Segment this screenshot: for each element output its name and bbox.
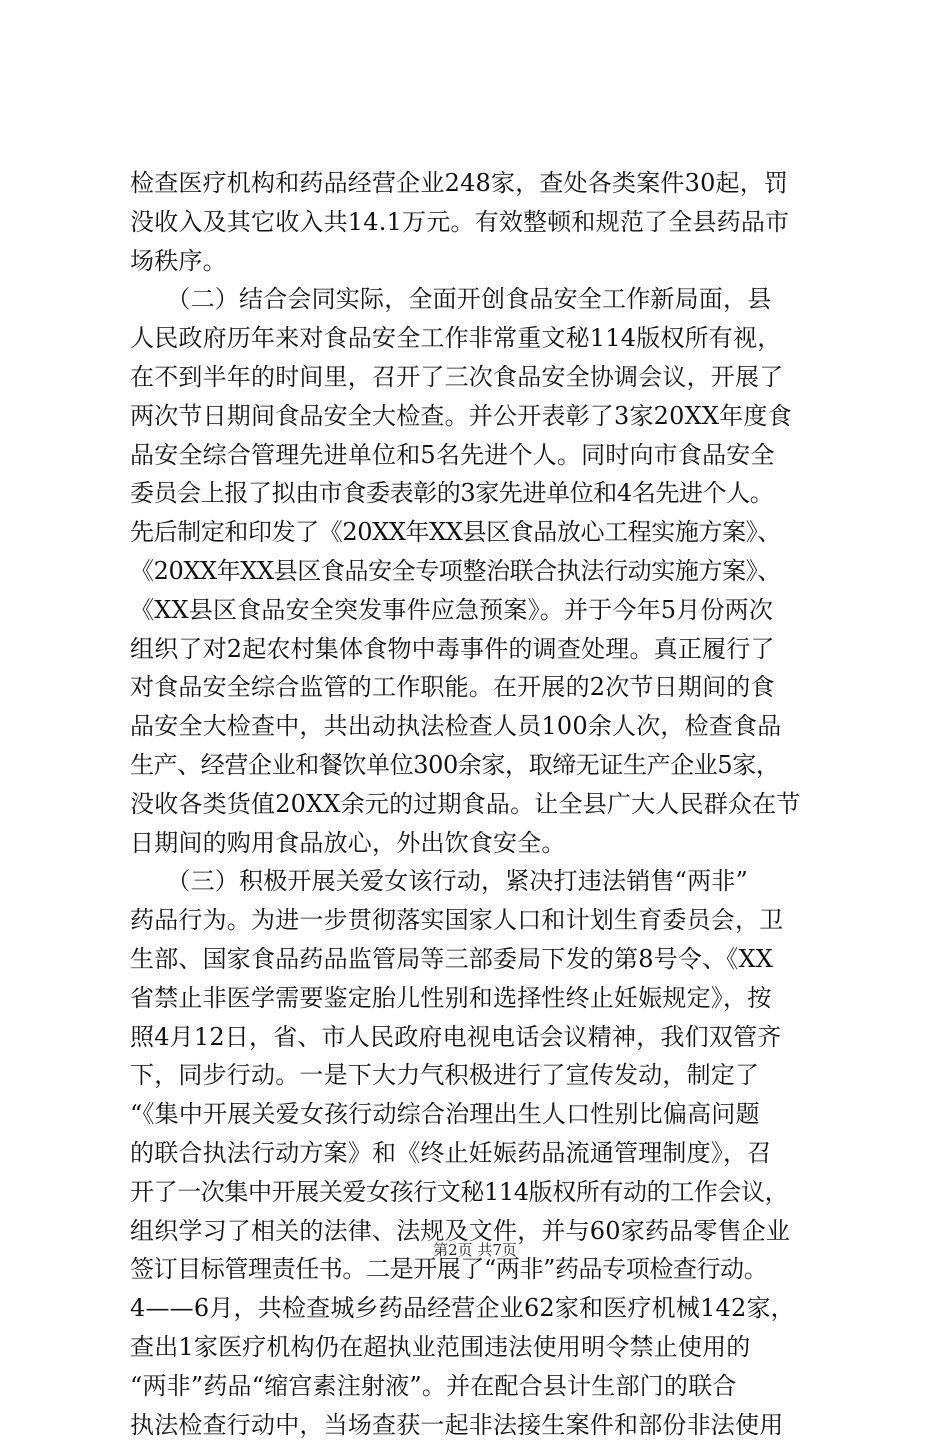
- text-line: 场秩序。: [130, 242, 855, 281]
- text-line: 签订目标管理责任书。二是开展了“两非”药品专项检查行动。: [130, 1250, 855, 1289]
- text-line: 委员会上报了拟由市食委表彰的3家先进单位和4名先进个人。: [130, 474, 855, 513]
- text-line: 品安全综合管理先进单位和5名先进个人。同时向市食品安全: [130, 436, 855, 475]
- text-line: （二）结合会同实际，全面开创食品安全工作新局面，县: [130, 280, 855, 319]
- text-line: 开了一次集中开展关爱女孩行文秘114版权所有动的工作会议，: [130, 1173, 855, 1212]
- text-line: 省禁止非医学需要鉴定胎儿性别和选择性终止妊娠规定》，按: [130, 979, 855, 1018]
- text-line: 生部、国家食品药品监管局等三部委局下发的第8号令、《XX: [130, 940, 855, 979]
- text-line: 先后制定和印发了《20XX年XX县区食品放心工程实施方案》、: [130, 513, 855, 552]
- text-line: 药品行为。为进一步贯彻落实国家人口和计划生育委员会，卫: [130, 901, 855, 940]
- text-line: （三）积极开展关爱女该行动，紧决打违法销售“两非”: [130, 862, 855, 901]
- page-number-footer: 第2页 共7页: [0, 1240, 950, 1260]
- text-line: 4——6月，共检查城乡药品经营企业62家和医疗机械142家，: [130, 1289, 855, 1328]
- text-line: 组织学习了相关的法律、法规及文件，并与60家药品零售企业: [130, 1212, 855, 1251]
- text-line: 对食品安全综合监管的工作职能。在开展的2次节日期间的食: [130, 668, 855, 707]
- text-line: 品安全大检查中，共出动执法检查人员100余人次，检查食品: [130, 707, 855, 746]
- text-line: 生产、经营企业和餐饮单位300余家，取缔无证生产企业5家，: [130, 746, 855, 785]
- text-line: 照4月12日，省、市人民政府电视电话会议精神，我们双管齐: [130, 1018, 855, 1057]
- text-line: 两次节日期间食品安全大检查。并公开表彰了3家20XX年度食: [130, 397, 855, 436]
- text-line: 下，同步行动。一是下大力气积极进行了宣传发动，制定了: [130, 1056, 855, 1095]
- text-line: 人民政府历年来对食品安全工作非常重文秘114版权所有视，: [130, 319, 855, 358]
- text-line: 《20XX年XX县区食品安全专项整治联合执法行动实施方案》、: [130, 552, 855, 591]
- text-line: “《集中开展关爱女孩行动综合治理出生人口性别比偏高问题: [130, 1095, 855, 1134]
- text-line: 执法检查行动中，当场查获一起非法接生案件和部份非法使用: [130, 1406, 855, 1444]
- text-line: 日期间的购用食品放心，外出饮食安全。: [130, 824, 855, 863]
- text-line: 《XX县区食品安全突发事件应急预案》。并于今年5月份两次: [130, 591, 855, 630]
- text-line: 没收入及其它收入共14.1万元。有效整顿和规范了全县药品市: [130, 203, 855, 242]
- text-line: 查出1家医疗机构仍在超执业范围违法使用明令禁止使用的: [130, 1328, 855, 1367]
- text-line: 检查医疗机构和药品经营企业248家，查处各类案件30起，罚: [130, 164, 855, 203]
- text-line: 组织了对2起农村集体食物中毒事件的调查处理。真正履行了: [130, 630, 855, 669]
- text-line: 的联合执法行动方案》和《终止妊娠药品流通管理制度》，召: [130, 1134, 855, 1173]
- text-line: “两非”药品“缩宫素注射液”。并在配合县计生部门的联合: [130, 1367, 855, 1406]
- text-line: 在不到半年的时间里，召开了三次食品安全协调会议，开展了: [130, 358, 855, 397]
- text-line: 没收各类货值20XX余元的过期食品。让全县广大人民群众在节: [130, 785, 855, 824]
